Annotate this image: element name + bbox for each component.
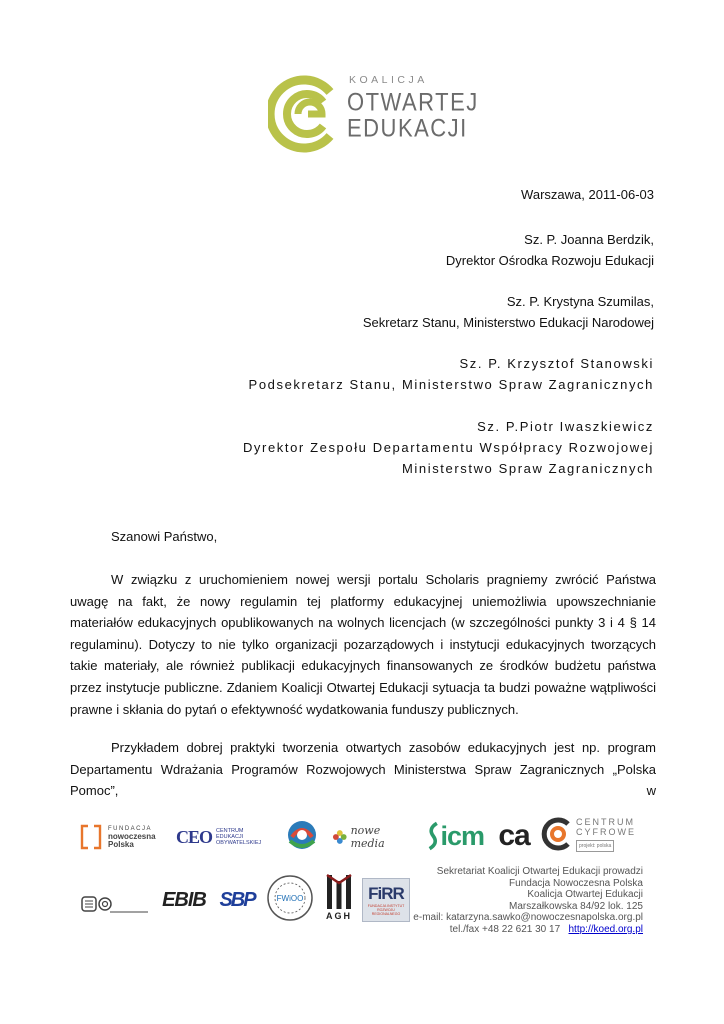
firr-text: FiRR	[368, 884, 404, 903]
logo-at-scroll	[80, 892, 150, 916]
recipient-2-name: Sz. P. Krystyna Szumilas,	[506, 294, 654, 309]
logo-ceo	[176, 826, 266, 848]
firr-sub: FUNDACJA INSTYTUT ROZWOJU REGIONALNEGO	[367, 904, 405, 916]
footer-line-1: Sekretariat Koalicji Otwartej Edukacji prowadzi	[436, 866, 643, 877]
footer-line-5: e-mail: katarzyna.sawko@nowoczesnapolska.org.pl	[413, 912, 643, 924]
footer-line-2: Fundacja Nowoczesna Polska	[509, 877, 643, 889]
ca-text: ca	[498, 819, 530, 852]
logo-firr	[362, 878, 410, 922]
recipient-1-name: Sz. P. Joanna Berdzik,	[524, 232, 654, 247]
footer-address	[413, 866, 643, 936]
footer-line-6	[413, 924, 643, 936]
centrum-cyfrowe-icon	[540, 816, 574, 852]
logo-ebib	[162, 880, 206, 920]
logo-icm	[426, 816, 484, 856]
logo-globe	[284, 815, 320, 855]
logo-ca	[490, 818, 538, 854]
sbp-text: SBP	[219, 888, 255, 911]
koed-logo-mark-icon	[268, 74, 348, 154]
logo-centrum-cyfrowe	[540, 814, 640, 854]
ceo-short: CEO	[176, 826, 213, 847]
paragraph-2: Przykładem dobrej praktyki tworzenia otwartych zasobów edukacyjnych jest np. program Departamentu Wdrażania Programów Rozwojowych Ministerstwa Spraw Zagranicznych „Polska Pomoc”, w	[70, 740, 656, 799]
logo-nowoczesna-polska	[80, 824, 160, 850]
ceo-l1: CENTRUM	[216, 828, 244, 834]
koed-logo	[268, 70, 479, 156]
recipient-1-title: Dyrektor Ośrodka Rozwoju Edukacji	[445, 253, 654, 268]
fnp-bracket-icon	[80, 824, 102, 850]
icm-text: icm	[440, 820, 484, 851]
footer-website-link[interactable]: http://koed.org.pl	[568, 923, 643, 935]
logo-agh	[322, 870, 356, 924]
recipient-4-title-2: Ministerstwo Spraw Zagranicznych	[401, 461, 654, 476]
recipient-4-name: Sz. P.Piotr Iwaszkiewicz	[477, 419, 654, 434]
letter-date: Warszawa, 2011-06-03	[521, 187, 654, 202]
footer-line-4: Marszałkowska 84/92 lok. 125	[509, 900, 643, 912]
nowemedia-text: nowe media	[350, 824, 385, 850]
fnp-country: Polska	[108, 840, 134, 849]
cc-l2: CYFROWE	[576, 826, 636, 837]
recipient-4-title-1: Dyrektor Zespołu Departamentu Współpracy Rozwojowej	[242, 440, 654, 455]
agh-emblem-icon	[325, 873, 353, 911]
footer-phone: tel./fax +48 22 621 30 17	[449, 923, 561, 935]
cc-l1: CENTRUM	[576, 816, 635, 827]
footer-line-3: Koalicja Otwartej Edukacji	[527, 889, 643, 901]
agh-text: AGH	[326, 911, 352, 921]
recipient-3-title: Podsekretarz Stanu, Ministerstwo Spraw Zagranicznych	[248, 377, 654, 392]
ceo-l2: EDUKACJI	[216, 834, 244, 840]
logo-fwioo	[266, 874, 314, 922]
logo-small-text: KOALICJA	[349, 74, 428, 86]
cc-l3: projekt: polska	[576, 840, 614, 852]
logo-sbp	[216, 880, 258, 920]
fnp-main: nowoczesna	[108, 832, 156, 841]
logo-nowe-media	[332, 826, 416, 848]
paragraph-1: W związku z uruchomieniem nowej wersji portalu Scholaris pragniemy zwrócić Państwa uwagę na fakt, że nowy regulamin tej platformy edukacyjnej uniemożliwia upowszechnianie materiałów edukacyjnych opublikowanych na wolnych licencjach (w szczególności punkty 3 i 4 § 14 regulaminu). Dotyczy to nie tylko organizacji pozarządowych i instytucji edukacyjnych tworzących takie materiały, ale również publikacji edukacyjnych finansowanych ze środków budżetu państwa przez instytucje publiczne. Zdaniem Koalicji Otwartej Edukacji sytuacja ta budzi poważne wątpliwości prawne i skłania do pytań o efektywność wydatkowania funduszy publicznych.	[70, 572, 656, 717]
salutation: Szanowi Państwo,	[111, 529, 218, 544]
ebib-text: EBIB	[162, 888, 206, 911]
globe-icon	[284, 815, 320, 855]
recipient-3-name: Sz. P. Krzysztof Stanowski	[459, 356, 654, 371]
fwioo-text: FWiOO	[276, 893, 304, 903]
scroll-at-icon	[80, 892, 150, 916]
logo-line-1: OTWARTEJ	[347, 88, 479, 116]
logo-line-2: EDUKACJI	[347, 114, 468, 142]
icm-swirl-icon	[426, 818, 440, 854]
ceo-l3: OBYWATELSKIEJ	[216, 840, 262, 846]
recipient-2-title: Sekretarz Stanu, Ministerstwo Edukacji Narodowej	[362, 315, 654, 330]
flower-icon	[332, 829, 348, 845]
fnp-small: FUNDACJA	[108, 826, 153, 832]
